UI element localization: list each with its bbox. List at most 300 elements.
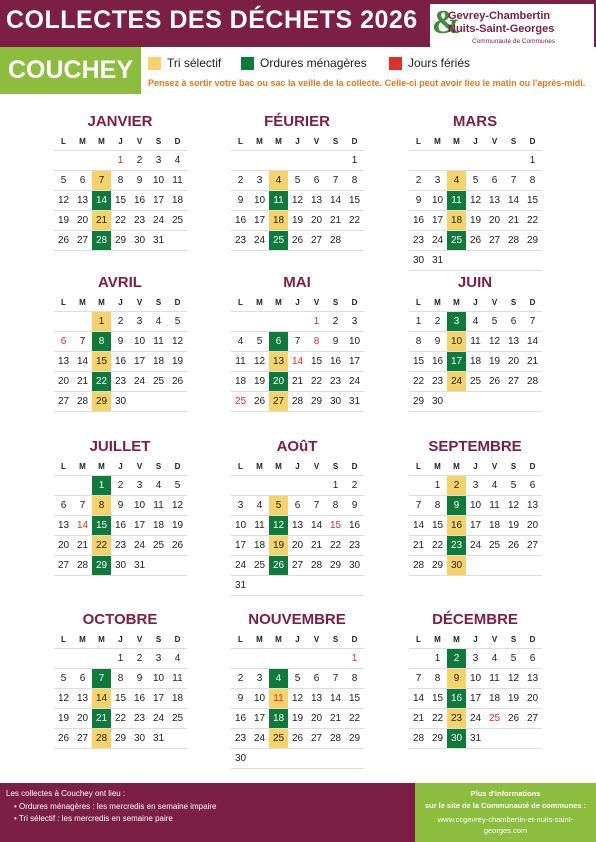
- day-number: 31: [348, 396, 361, 407]
- weekday-header: [54, 133, 187, 151]
- day-number: 30: [114, 560, 127, 571]
- legend-om: [241, 55, 367, 71]
- day-cell: [345, 171, 364, 190]
- day-cell: [288, 556, 307, 575]
- day-cell: [409, 516, 428, 535]
- weekday-label: S: [332, 635, 339, 644]
- weekday-label: V: [136, 298, 143, 307]
- day-number: 20: [488, 215, 501, 226]
- day-number: 27: [272, 396, 285, 407]
- day-cell-jour-ferie: [231, 392, 250, 411]
- day-cell: [504, 231, 523, 250]
- day-cell: [73, 231, 92, 250]
- day-number: 30: [114, 396, 127, 407]
- day-cell: [288, 332, 307, 351]
- day-number: 2: [332, 316, 339, 327]
- day-cell: [231, 231, 250, 250]
- day-number: 14: [95, 195, 108, 206]
- day-number: 3: [155, 155, 162, 166]
- day-cell: [73, 392, 92, 411]
- day-cell: [111, 372, 130, 391]
- legend-tri-label: Tri sélectif: [167, 56, 222, 70]
- day-number: 25: [450, 235, 463, 246]
- weekday-label: S: [510, 298, 517, 307]
- weekday-label: L: [61, 298, 66, 307]
- day-number: 6: [60, 336, 67, 347]
- empty-day-cell: [288, 312, 307, 331]
- day-number: 2: [453, 653, 460, 664]
- week-row: [409, 312, 542, 332]
- month-name: OCTOBRE: [82, 611, 158, 628]
- day-cell: [504, 669, 523, 688]
- day-number: 16: [133, 693, 146, 704]
- day-cell: [149, 496, 168, 515]
- day-cell: [250, 171, 269, 190]
- day-cell: [326, 231, 345, 250]
- day-cell: [288, 171, 307, 190]
- day-number: 1: [98, 480, 105, 491]
- day-number: 4: [155, 316, 162, 327]
- day-number: 22: [310, 376, 323, 387]
- day-number: 5: [256, 336, 263, 347]
- day-cell-tri-selectif: [269, 211, 288, 230]
- empty-day-cell: [466, 556, 485, 575]
- day-cell: [345, 352, 364, 371]
- month-name: DÉCEMBRE: [432, 611, 518, 628]
- day-cell-ordures-menageres: [269, 709, 288, 728]
- day-number: 19: [507, 520, 520, 531]
- weekday-label: M: [79, 298, 86, 307]
- day-cell: [168, 372, 187, 391]
- logo-line-3: Communauté de Communes: [472, 38, 556, 45]
- empty-day-cell: [54, 476, 73, 495]
- week-row: [54, 729, 187, 749]
- day-number: 29: [95, 396, 108, 407]
- legend-tri: [148, 55, 221, 71]
- weekday-label: V: [136, 462, 143, 471]
- day-number: 29: [431, 733, 444, 744]
- weekday-label: M: [434, 137, 441, 146]
- month-grid: [231, 458, 364, 596]
- day-cell: [428, 516, 447, 535]
- weekday-label: S: [332, 462, 339, 471]
- day-cell: [504, 476, 523, 495]
- weekday-label: S: [155, 635, 162, 644]
- day-cell-ordures-menageres: [92, 669, 111, 688]
- weekday-label: M: [98, 462, 105, 471]
- day-cell: [231, 211, 250, 230]
- day-cell-ordures-menageres: [92, 516, 111, 535]
- day-cell-tri-selectif: [92, 689, 111, 708]
- day-cell: [111, 496, 130, 515]
- day-cell: [345, 669, 364, 688]
- day-number: 29: [95, 560, 108, 571]
- empty-day-cell: [504, 556, 523, 575]
- day-cell: [466, 516, 485, 535]
- weekday-label: V: [313, 298, 320, 307]
- day-number: 19: [171, 520, 184, 531]
- weekday-label: M: [256, 635, 263, 644]
- week-row: [231, 312, 364, 332]
- day-number: 6: [313, 673, 320, 684]
- day-number: 24: [133, 376, 146, 387]
- day-number: 27: [526, 540, 539, 551]
- weekday-header: [409, 631, 542, 649]
- day-number: 13: [526, 673, 539, 684]
- week-row: [54, 476, 187, 496]
- day-cell: [523, 151, 542, 170]
- month-name: MARS: [452, 113, 498, 130]
- week-row: [54, 516, 187, 536]
- day-number: 30: [133, 235, 146, 246]
- day-number: 20: [310, 215, 323, 226]
- day-number: 9: [117, 336, 124, 347]
- weekday-label: J: [118, 462, 123, 471]
- day-cell: [288, 372, 307, 391]
- week-row: [231, 689, 364, 709]
- day-number: 28: [329, 235, 342, 246]
- day-cell: [409, 211, 428, 230]
- day-cell: [149, 372, 168, 391]
- day-number: 30: [450, 560, 463, 571]
- day-cell: [504, 649, 523, 668]
- footer-website-link-end[interactable]: georges.com: [483, 826, 528, 835]
- week-row: [54, 496, 187, 516]
- day-cell: [231, 556, 250, 575]
- empty-day-cell: [428, 151, 447, 170]
- weekday-header: [231, 294, 364, 312]
- day-number: 27: [310, 733, 323, 744]
- empty-day-cell: [73, 649, 92, 668]
- day-number: 25: [272, 235, 285, 246]
- day-cell-tri-selectif: [92, 536, 111, 555]
- day-cell-ordures-menageres: [447, 496, 466, 515]
- day-number: 28: [526, 376, 539, 387]
- day-number: 11: [153, 336, 164, 347]
- day-cell: [523, 669, 542, 688]
- day-cell: [54, 516, 73, 535]
- empty-day-cell: [250, 312, 269, 331]
- empty-day-cell: [288, 476, 307, 495]
- day-number: 18: [450, 215, 463, 226]
- day-cell: [485, 689, 504, 708]
- day-cell-ordures-menageres: [92, 556, 111, 575]
- day-number: 15: [329, 520, 342, 531]
- day-number: 13: [526, 500, 539, 511]
- day-cell: [523, 191, 542, 210]
- day-number: 5: [60, 175, 67, 186]
- day-cell: [326, 392, 345, 411]
- day-cell: [409, 352, 428, 371]
- day-cell-tri-selectif: [92, 352, 111, 371]
- day-number: 6: [529, 653, 536, 664]
- day-number: 10: [152, 673, 165, 684]
- day-cell: [231, 372, 250, 391]
- day-cell: [504, 536, 523, 555]
- day-cell-tri-selectif: [447, 476, 466, 495]
- day-cell: [231, 729, 250, 748]
- day-number: 14: [291, 356, 304, 367]
- month-name: AVRIL: [98, 274, 142, 291]
- day-cell: [168, 352, 187, 371]
- day-cell: [250, 191, 269, 210]
- weekday-header: [54, 294, 187, 312]
- day-number: 1: [529, 155, 536, 166]
- weekday-label: D: [174, 462, 181, 471]
- day-number: 19: [253, 376, 266, 387]
- day-cell: [523, 649, 542, 668]
- day-number: 19: [469, 215, 482, 226]
- day-cell: [149, 211, 168, 230]
- day-cell: [523, 231, 542, 250]
- day-cell: [409, 556, 428, 575]
- weekday-label: L: [416, 635, 421, 644]
- day-number: 8: [351, 175, 358, 186]
- day-number: 1: [332, 480, 339, 491]
- day-number: 18: [488, 520, 501, 531]
- day-cell-ordures-menageres: [269, 556, 288, 575]
- day-cell-tri-selectif: [447, 332, 466, 351]
- day-cell: [149, 312, 168, 331]
- day-number: 15: [310, 356, 323, 367]
- day-cell: [485, 171, 504, 190]
- day-number: 28: [95, 235, 108, 246]
- week-row: [231, 231, 364, 251]
- day-cell: [130, 372, 149, 391]
- weekday-label: M: [256, 298, 263, 307]
- day-number: 24: [450, 376, 463, 387]
- month-grid: [54, 133, 187, 251]
- day-number: 18: [272, 713, 285, 724]
- week-row: [231, 476, 364, 496]
- day-cell: [73, 352, 92, 371]
- day-cell: [54, 709, 73, 728]
- empty-day-cell: [409, 649, 428, 668]
- day-cell: [409, 251, 428, 270]
- day-cell: [288, 536, 307, 555]
- day-number: 12: [171, 500, 184, 511]
- weekday-label: D: [529, 462, 536, 471]
- week-row: [54, 211, 187, 231]
- day-number: 26: [469, 235, 482, 246]
- day-cell: [130, 709, 149, 728]
- day-cell: [231, 171, 250, 190]
- day-number: 17: [133, 520, 146, 531]
- weekday-label: D: [174, 635, 181, 644]
- day-cell: [345, 709, 364, 728]
- day-cell: [168, 496, 187, 515]
- day-number: 13: [57, 520, 70, 531]
- day-cell: [504, 211, 523, 230]
- day-cell: [428, 312, 447, 331]
- day-number: 8: [98, 336, 105, 347]
- day-number: 29: [114, 733, 127, 744]
- day-cell-ordures-menageres: [447, 352, 466, 371]
- week-row: [231, 709, 364, 729]
- day-number: 5: [174, 316, 181, 327]
- day-number: 30: [329, 396, 342, 407]
- day-number: 6: [491, 175, 498, 186]
- day-cell: [250, 496, 269, 515]
- day-cell: [231, 352, 250, 371]
- week-row: [231, 516, 364, 536]
- month-grid: [409, 458, 542, 576]
- day-cell: [231, 576, 250, 595]
- day-number: 10: [133, 500, 146, 511]
- week-row: [409, 496, 542, 516]
- empty-day-cell: [54, 649, 73, 668]
- legend-om-label: Ordures ménagères: [260, 56, 367, 70]
- day-number: 24: [152, 215, 165, 226]
- empty-day-cell: [409, 151, 428, 170]
- empty-day-cell: [269, 151, 288, 170]
- weekday-label: L: [416, 298, 421, 307]
- day-cell: [485, 516, 504, 535]
- day-number: 26: [253, 396, 266, 407]
- day-number: 25: [253, 560, 266, 571]
- day-number: 13: [57, 356, 70, 367]
- day-cell: [485, 211, 504, 230]
- day-cell: [231, 496, 250, 515]
- day-number: 24: [234, 560, 247, 571]
- day-cell: [466, 372, 485, 391]
- day-number: 21: [95, 713, 108, 724]
- day-cell-ordures-menageres: [92, 191, 111, 210]
- day-number: 23: [133, 713, 146, 724]
- week-row: [54, 372, 187, 392]
- day-number: 11: [153, 500, 164, 511]
- day-number: 23: [412, 235, 425, 246]
- day-cell: [250, 372, 269, 391]
- weekday-label: M: [79, 137, 86, 146]
- day-cell: [111, 392, 130, 411]
- day-cell: [168, 516, 187, 535]
- month-name: NOUVEMBRE: [248, 611, 346, 628]
- day-cell: [523, 689, 542, 708]
- day-number: 10: [152, 175, 165, 186]
- day-number: 3: [237, 500, 244, 511]
- day-number: 8: [529, 175, 536, 186]
- day-cell: [130, 649, 149, 668]
- day-number: 7: [529, 316, 536, 327]
- empty-day-cell: [231, 476, 250, 495]
- empty-day-cell: [231, 312, 250, 331]
- day-cell: [111, 352, 130, 371]
- week-row: [54, 312, 187, 332]
- day-cell-jour-ferie: [345, 649, 364, 668]
- day-cell: [307, 231, 326, 250]
- day-cell: [231, 709, 250, 728]
- day-number: 3: [351, 316, 358, 327]
- day-cell: [428, 669, 447, 688]
- week-row: [231, 171, 364, 191]
- day-number: 28: [76, 560, 89, 571]
- day-cell: [149, 729, 168, 748]
- day-number: 3: [136, 316, 143, 327]
- legend-tri-swatch: [148, 57, 161, 70]
- day-cell-jour-ferie: [307, 312, 326, 331]
- day-cell: [523, 171, 542, 190]
- empty-day-cell: [54, 151, 73, 170]
- empty-day-cell: [269, 749, 288, 768]
- day-cell: [428, 476, 447, 495]
- day-cell: [326, 689, 345, 708]
- day-number: 22: [95, 376, 108, 387]
- week-row: [409, 372, 542, 392]
- day-cell: [428, 649, 447, 668]
- day-number: 7: [98, 673, 105, 684]
- day-cell: [326, 332, 345, 351]
- day-number: 15: [95, 520, 108, 531]
- empty-day-cell: [168, 729, 187, 748]
- day-number: 29: [526, 235, 539, 246]
- day-number: 24: [152, 713, 165, 724]
- day-number: 20: [57, 376, 70, 387]
- day-number: 1: [415, 316, 422, 327]
- day-number: 21: [412, 540, 425, 551]
- day-cell-tri-selectif: [269, 392, 288, 411]
- day-cell-tri-selectif: [269, 171, 288, 190]
- empty-day-cell: [92, 151, 111, 170]
- day-cell: [307, 392, 326, 411]
- day-number: 24: [469, 540, 482, 551]
- empty-day-cell: [326, 749, 345, 768]
- day-number: 13: [507, 336, 520, 347]
- day-number: 6: [294, 500, 301, 511]
- day-cell: [428, 191, 447, 210]
- day-number: 4: [174, 653, 181, 664]
- day-number: 12: [291, 693, 304, 704]
- week-row: [409, 211, 542, 231]
- day-number: 30: [234, 753, 247, 764]
- day-number: 28: [412, 560, 425, 571]
- day-number: 26: [272, 560, 285, 571]
- day-cell-ordures-menageres: [92, 372, 111, 391]
- day-cell: [231, 191, 250, 210]
- week-row: [409, 729, 542, 749]
- day-cell-ordures-menageres: [269, 332, 288, 351]
- weekday-label: M: [453, 462, 460, 471]
- day-cell-ordures-menageres: [269, 231, 288, 250]
- empty-day-cell: [149, 556, 168, 575]
- weekday-label: S: [155, 298, 162, 307]
- day-number: 5: [60, 673, 67, 684]
- day-cell: [288, 729, 307, 748]
- day-cell: [111, 231, 130, 250]
- day-number: 20: [272, 376, 285, 387]
- day-number: 2: [415, 175, 422, 186]
- weekday-label: D: [174, 298, 181, 307]
- day-cell: [149, 536, 168, 555]
- day-cell-tri-selectif: [92, 211, 111, 230]
- day-cell: [326, 476, 345, 495]
- empty-day-cell: [326, 649, 345, 668]
- footer-website-link[interactable]: www.ccgevrey-chambertin-et-nuits-saint-: [437, 815, 574, 824]
- day-cell: [73, 669, 92, 688]
- day-number: 22: [95, 540, 108, 551]
- day-cell: [307, 372, 326, 391]
- week-row: [54, 151, 187, 171]
- day-number: 25: [152, 376, 165, 387]
- day-number: 29: [348, 733, 361, 744]
- day-number: 11: [235, 356, 246, 367]
- weekday-label: M: [256, 137, 263, 146]
- weekday-label: J: [295, 298, 300, 307]
- day-number: 21: [329, 215, 342, 226]
- weekday-label: M: [275, 137, 282, 146]
- day-number: 12: [57, 195, 70, 206]
- day-number: 27: [526, 713, 539, 724]
